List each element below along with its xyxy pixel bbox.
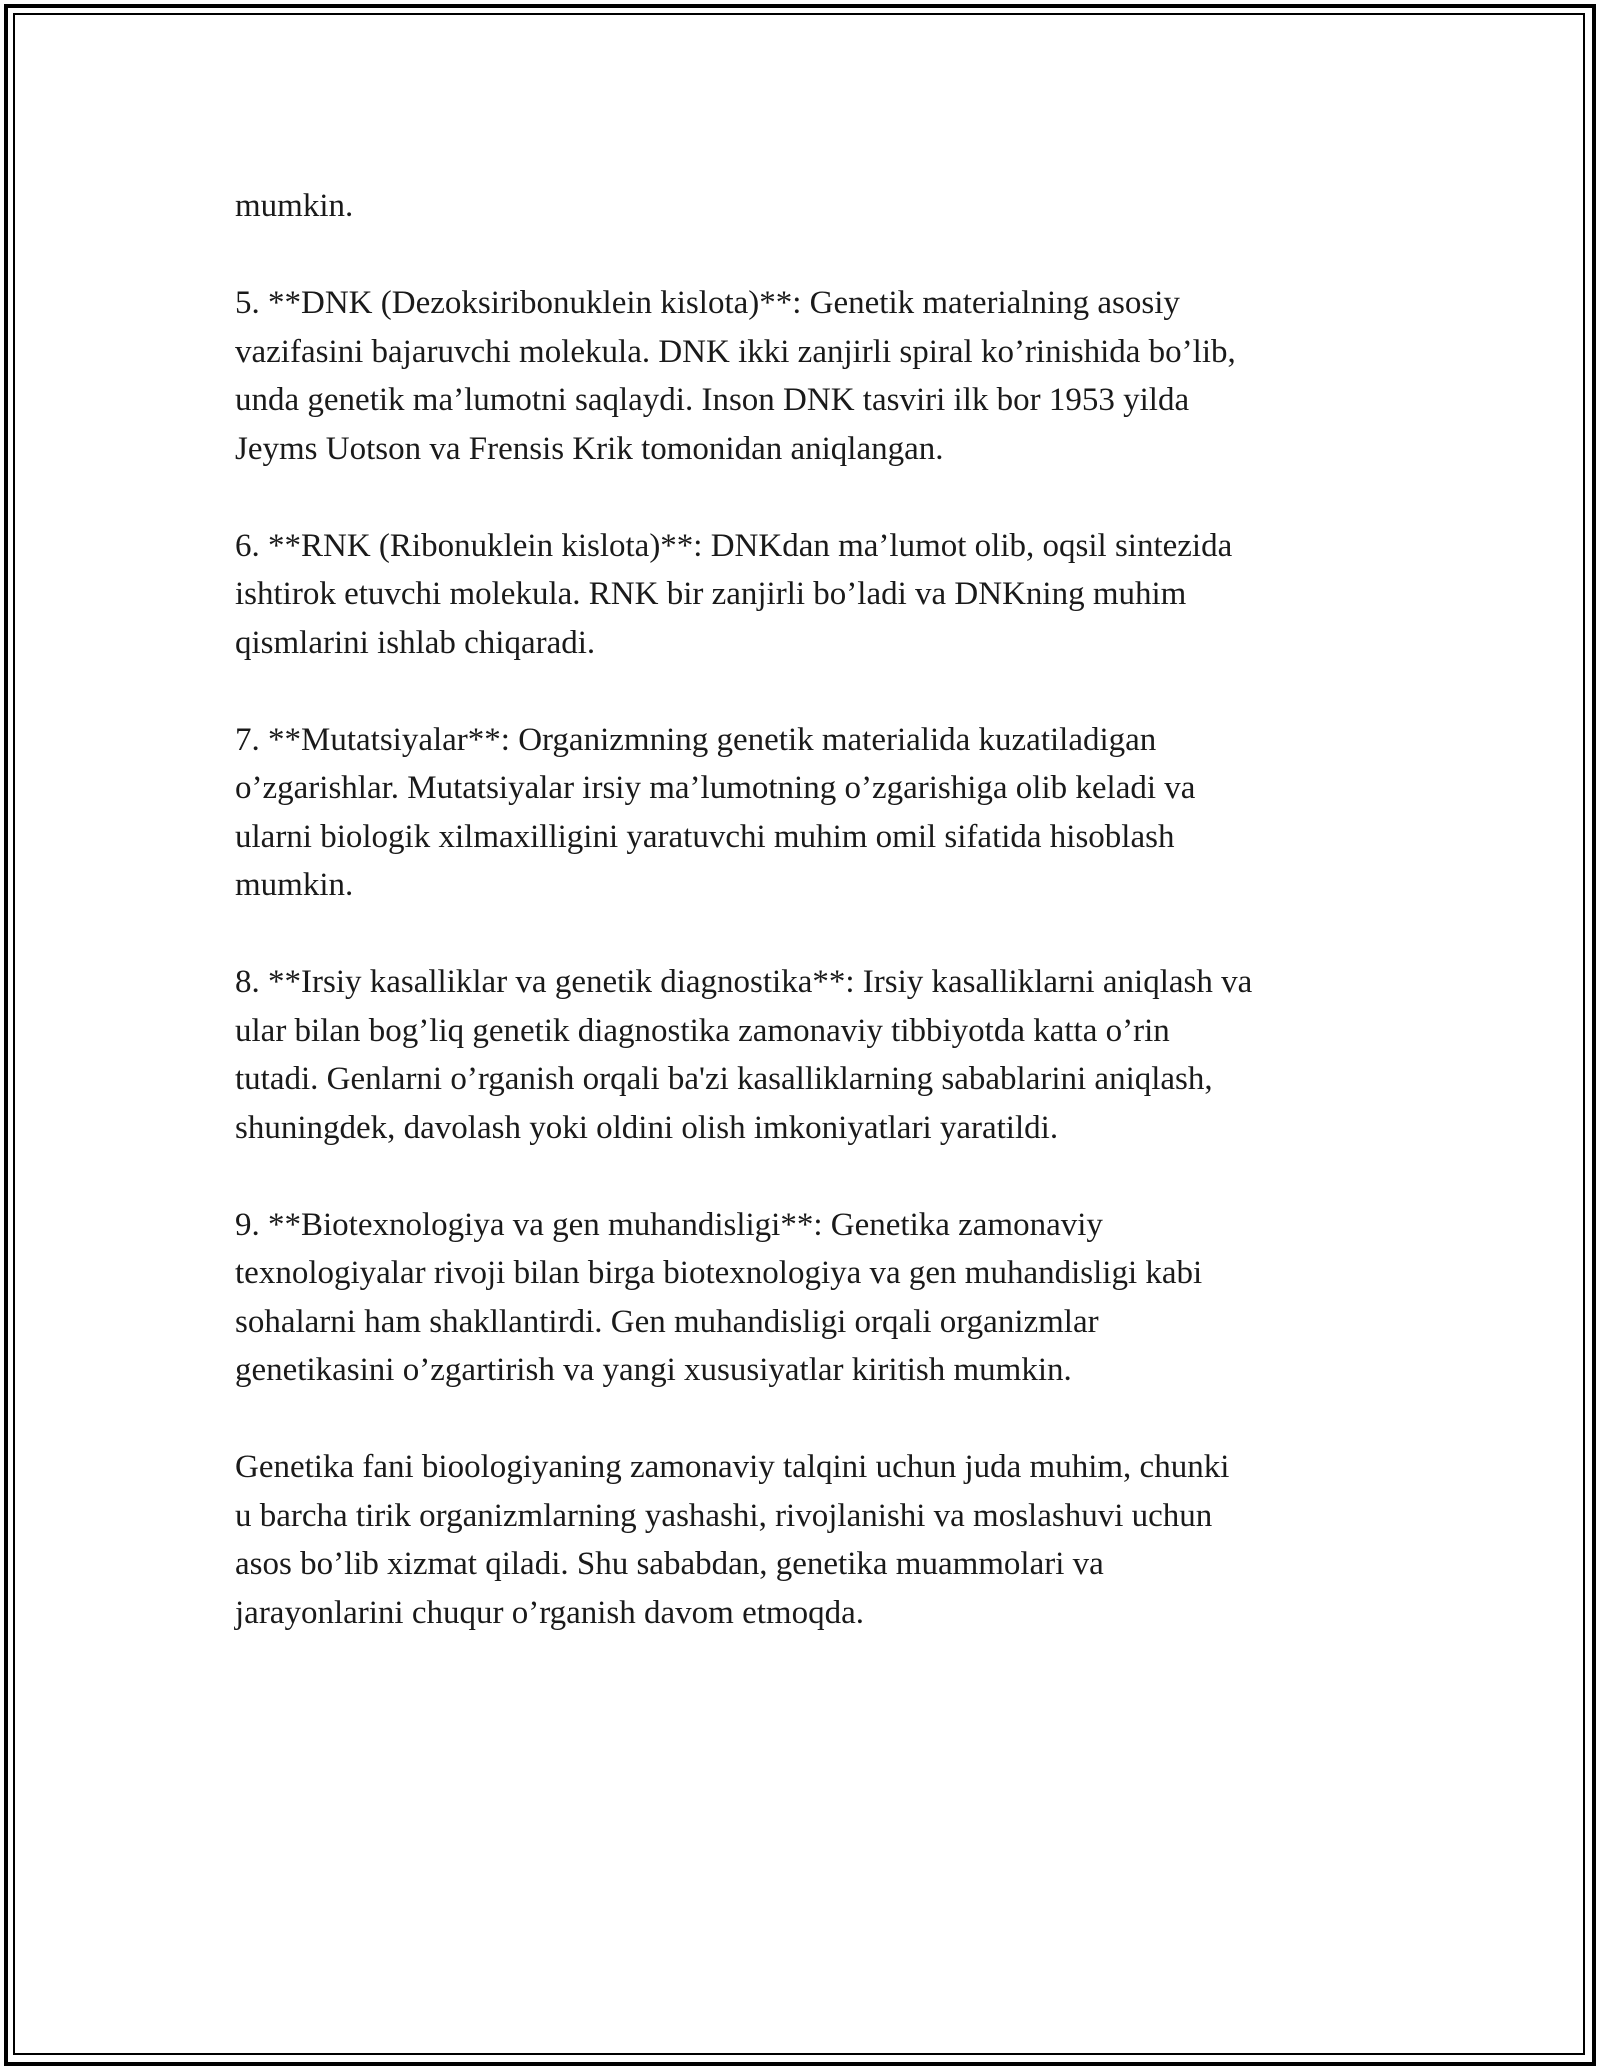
paragraph-item-8-irsiy-kasalliklar	[235, 958, 1385, 1152]
text-line: shuningdek, davolash yoki oldini olish imkoniyatlari yaratildi.	[235, 1109, 1059, 1146]
text-line: qismlarini ishlab chiqaradi.	[235, 624, 596, 661]
text-line: 5. **DNK (Dezoksiribonuklein kislota)**: Genetik materialning asosiy	[235, 285, 1180, 321]
text-line: unda genetik ma’lumotni saqlaydi. Inson DNK tasviri ilk bor 1953 yilda	[235, 382, 1190, 418]
document-body	[235, 182, 1385, 1686]
text-line: 7. **Mutatsiyalar**: Organizmning genetik materialida kuzatiladigan	[235, 721, 1157, 758]
text-line: jarayonlarini chuqur o’rganish davom etmoqda.	[235, 1594, 864, 1631]
text-line: tutadi. Genlarni o’rganish orqali ba'zi kasalliklarning sabablarini aniqlash,	[235, 1061, 1213, 1097]
text-line: mumkin.	[235, 867, 354, 903]
text-line: u barcha tirik organizmlarning yashashi, rivojlanishi va moslashuvi uchun	[235, 1497, 1213, 1534]
paragraph-item-6-rnk	[235, 522, 1385, 668]
text-line: 9. **Biotexnologiya va gen muhandisligi**: Genetika zamonaviy	[235, 1206, 1103, 1243]
text-line: genetikasini o’zgartirish va yangi xususiyatlar kiritish mumkin.	[235, 1352, 1072, 1388]
text-line: vazifasini bajaruvchi molekula. DNK ikki zanjirli spiral ko’rinishida bo’lib,	[235, 333, 1236, 370]
paragraph-item-9-biotexnologiya	[235, 1201, 1385, 1395]
text-line: ishtirok etuvchi molekula. RNK bir zanjirli bo’ladi va DNKning muhim	[235, 576, 1187, 612]
paragraph-item-7-mutatsiyalar	[235, 716, 1385, 910]
text-line: o’zgarishlar. Mutatsiyalar irsiy ma’lumotning o’zgarishiga olib keladi va	[235, 770, 1196, 806]
text-line: 8. **Irsiy kasalliklar va genetik diagnostika**: Irsiy kasalliklarni aniqlash va	[235, 964, 1253, 1000]
text-line: asos bo’lib xizmat qiladi. Shu sababdan, genetika muammolari va	[235, 1546, 1104, 1582]
text-line: mumkin.	[235, 188, 354, 224]
text-line: texnologiyalar rivoji bilan birga biotexnologiya va gen muhandisligi kabi	[235, 1255, 1203, 1291]
text-line: Genetika fani bioologiyaning zamonaviy talqini uchun juda muhim, chunki	[235, 1449, 1230, 1485]
text-line: ular bilan bog’liq genetik diagnostika zamonaviy tibbiyotda katta o’rin	[235, 1012, 1170, 1049]
text-line: sohalarni ham shakllantirdi. Gen muhandisligi orqali organizmlar	[235, 1303, 1099, 1340]
paragraph-conclusion	[235, 1443, 1385, 1637]
text-line: ularni biologik xilmaxilligini yaratuvchi muhim omil sifatida hisoblash	[235, 818, 1175, 855]
paragraph-continuation	[235, 182, 1385, 231]
paragraph-item-5-dnk	[235, 279, 1385, 473]
text-line: 6. **RNK (Ribonuklein kislota)**: DNKdan ma’lumot olib, oqsil sintezida	[235, 527, 1233, 564]
text-line: Jeyms Uotson va Frensis Krik tomonidan aniqlangan.	[235, 430, 944, 467]
